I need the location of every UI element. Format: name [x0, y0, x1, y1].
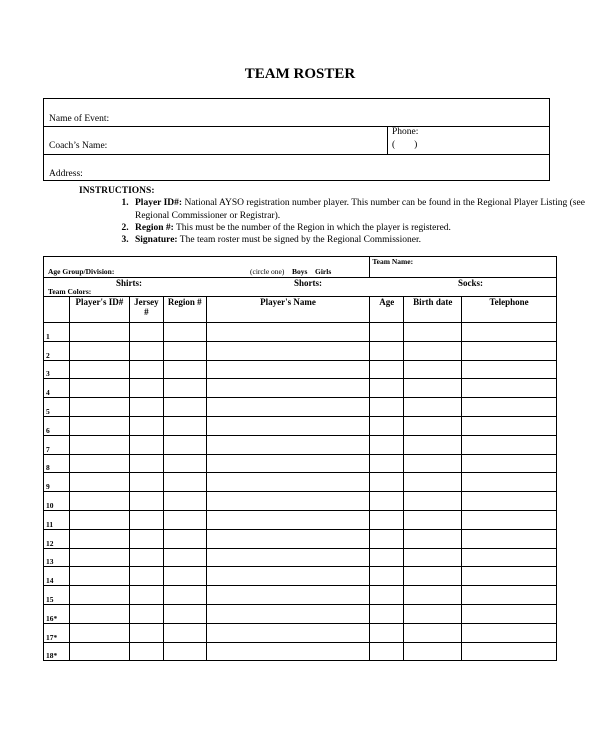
cell-jersey[interactable] [129, 529, 163, 548]
cell-telephone[interactable] [462, 567, 557, 586]
cell-birth-date[interactable] [404, 473, 462, 492]
cell-age[interactable] [370, 416, 404, 435]
table-row [44, 604, 557, 623]
cell-region[interactable] [163, 398, 206, 417]
col-birth-date: Birth date [404, 297, 462, 323]
cell-age[interactable] [370, 567, 404, 586]
event-info-box [43, 98, 550, 181]
cell-region[interactable] [163, 604, 206, 623]
cell-birth-date[interactable] [404, 604, 462, 623]
cell-age[interactable] [370, 454, 404, 473]
event-row [44, 99, 549, 127]
cell-player-id[interactable] [69, 510, 129, 529]
cell-player-name[interactable] [206, 586, 370, 605]
table-row [44, 435, 557, 454]
cell-region[interactable] [163, 360, 206, 379]
cell-player-id[interactable] [69, 416, 129, 435]
table-row [44, 473, 557, 492]
girls-option[interactable]: Girls [315, 267, 332, 276]
cell-player-name[interactable] [206, 529, 370, 548]
cell-region[interactable] [163, 586, 206, 605]
cell-telephone[interactable] [462, 341, 557, 360]
cell-telephone[interactable] [462, 379, 557, 398]
cell-jersey[interactable] [129, 604, 163, 623]
cell-player-name[interactable] [206, 510, 370, 529]
table-row [44, 548, 557, 567]
coach-row [44, 126, 549, 155]
cell-telephone[interactable] [462, 586, 557, 605]
cell-player-name[interactable] [206, 416, 370, 435]
cell-player-id[interactable] [69, 323, 129, 342]
cell-age[interactable] [370, 492, 404, 511]
table-row [44, 567, 557, 586]
row-number: 4 [44, 379, 70, 398]
cell-player-id[interactable] [69, 360, 129, 379]
cell-player-id[interactable] [69, 398, 129, 417]
cell-region[interactable] [163, 323, 206, 342]
table-row [44, 398, 557, 417]
cell-age[interactable] [370, 548, 404, 567]
cell-jersey[interactable] [129, 323, 163, 342]
cell-age[interactable] [370, 323, 404, 342]
cell-jersey[interactable] [129, 510, 163, 529]
cell-region[interactable] [163, 435, 206, 454]
roster-table [43, 256, 557, 661]
cell-player-name[interactable] [206, 435, 370, 454]
cell-telephone[interactable] [462, 323, 557, 342]
cell-player-name[interactable] [206, 623, 370, 642]
row-number: 5 [44, 398, 70, 417]
cell-birth-date[interactable] [404, 398, 462, 417]
cell-telephone[interactable] [462, 529, 557, 548]
cell-region[interactable] [163, 454, 206, 473]
cell-player-id[interactable] [69, 379, 129, 398]
cell-player-name[interactable] [206, 379, 370, 398]
table-row [44, 586, 557, 605]
cell-jersey[interactable] [129, 623, 163, 642]
cell-player-name[interactable] [206, 473, 370, 492]
table-row [44, 623, 557, 642]
table-row [44, 416, 557, 435]
cell-player-name[interactable] [206, 360, 370, 379]
row-number: 18* [44, 642, 70, 661]
cell-jersey[interactable] [129, 586, 163, 605]
col-telephone: Telephone [462, 297, 557, 323]
cell-jersey[interactable] [129, 492, 163, 511]
cell-age[interactable] [370, 379, 404, 398]
cell-region[interactable] [163, 510, 206, 529]
cell-birth-date[interactable] [404, 548, 462, 567]
table-row [44, 341, 557, 360]
cell-jersey[interactable] [129, 435, 163, 454]
cell-player-name[interactable] [206, 323, 370, 342]
coach-label: Coach’s Name: [49, 141, 108, 151]
cell-player-id[interactable] [69, 492, 129, 511]
cell-birth-date[interactable] [404, 323, 462, 342]
cell-age[interactable] [370, 642, 404, 661]
cell-region[interactable] [163, 567, 206, 586]
cell-jersey[interactable] [129, 341, 163, 360]
cell-region[interactable] [163, 379, 206, 398]
col-region: Region # [163, 297, 206, 323]
cell-player-id[interactable] [69, 454, 129, 473]
col-jersey: Jersey # [129, 297, 163, 323]
row-number: 11 [44, 510, 70, 529]
cell-player-id[interactable] [69, 529, 129, 548]
row-number: 6 [44, 416, 70, 435]
cell-birth-date[interactable] [404, 586, 462, 605]
cell-telephone[interactable] [462, 398, 557, 417]
cell-player-id[interactable] [69, 604, 129, 623]
cell-age[interactable] [370, 604, 404, 623]
cell-birth-date[interactable] [404, 623, 462, 642]
row-number: 9 [44, 473, 70, 492]
table-row [44, 360, 557, 379]
cell-telephone[interactable] [462, 623, 557, 642]
table-row [44, 642, 557, 661]
cell-player-name[interactable] [206, 548, 370, 567]
team-colors-cell: Shirts: Shorts: Socks: Team Colors: [44, 278, 557, 297]
cell-player-id[interactable] [69, 473, 129, 492]
row-number: 10 [44, 492, 70, 511]
cell-player-id[interactable] [69, 642, 129, 661]
table-row [44, 379, 557, 398]
cell-player-id[interactable] [69, 567, 129, 586]
cell-telephone[interactable] [462, 360, 557, 379]
row-number: 2 [44, 341, 70, 360]
cell-jersey[interactable] [129, 398, 163, 417]
table-row [44, 529, 557, 548]
age-group-cell: Age Group/Division: (circle one) Boys Girls [44, 257, 370, 278]
col-player-id: Player's ID# [69, 297, 129, 323]
cell-telephone[interactable] [462, 510, 557, 529]
phone-divider [387, 126, 388, 155]
cell-birth-date[interactable] [404, 341, 462, 360]
cell-age[interactable] [370, 360, 404, 379]
cell-birth-date[interactable] [404, 642, 462, 661]
cell-jersey[interactable] [129, 360, 163, 379]
instruction-item: 1. Player ID#: National AYSO registration number player. This number can be found in the Regional Player Listing (see Regional Commissioner or Registrar). [131, 197, 600, 222]
row-number: 16* [44, 604, 70, 623]
cell-age[interactable] [370, 435, 404, 454]
cell-telephone[interactable] [462, 454, 557, 473]
table-row [44, 510, 557, 529]
table-row [44, 323, 557, 342]
team-name-cell: Team Name: [370, 257, 557, 278]
cell-age[interactable] [370, 398, 404, 417]
cell-age[interactable] [370, 510, 404, 529]
cell-jersey[interactable] [129, 548, 163, 567]
cell-telephone[interactable] [462, 642, 557, 661]
instructions-heading: INSTRUCTIONS: [79, 186, 155, 196]
boys-option[interactable]: Boys [292, 267, 308, 276]
cell-region[interactable] [163, 473, 206, 492]
cell-region[interactable] [163, 642, 206, 661]
cell-telephone[interactable] [462, 548, 557, 567]
cell-jersey[interactable] [129, 379, 163, 398]
cell-player-name[interactable] [206, 642, 370, 661]
cell-telephone[interactable] [462, 473, 557, 492]
phone-area-code: ( ) [392, 140, 418, 150]
cell-birth-date[interactable] [404, 360, 462, 379]
row-number: 8 [44, 454, 70, 473]
cell-age[interactable] [370, 623, 404, 642]
table-row [44, 454, 557, 473]
row-number: 12 [44, 529, 70, 548]
cell-telephone[interactable] [462, 416, 557, 435]
cell-region[interactable] [163, 416, 206, 435]
cell-player-id[interactable] [69, 623, 129, 642]
event-label: Name of Event: [49, 114, 110, 124]
cell-player-name[interactable] [206, 454, 370, 473]
cell-age[interactable] [370, 586, 404, 605]
cell-region[interactable] [163, 341, 206, 360]
cell-birth-date[interactable] [404, 529, 462, 548]
row-number: 14 [44, 567, 70, 586]
cell-jersey[interactable] [129, 567, 163, 586]
cell-age[interactable] [370, 473, 404, 492]
row-number: 13 [44, 548, 70, 567]
row-number: 15 [44, 586, 70, 605]
row-number: 1 [44, 323, 70, 342]
cell-telephone[interactable] [462, 604, 557, 623]
column-headers [44, 297, 557, 323]
cell-region[interactable] [163, 492, 206, 511]
cell-player-name[interactable] [206, 567, 370, 586]
cell-player-name[interactable] [206, 341, 370, 360]
cell-birth-date[interactable] [404, 510, 462, 529]
cell-age[interactable] [370, 529, 404, 548]
table-row [44, 492, 557, 511]
cell-birth-date[interactable] [404, 567, 462, 586]
cell-birth-date[interactable] [404, 492, 462, 511]
address-label: Address: [49, 169, 83, 179]
row-number: 17* [44, 623, 70, 642]
row-number: 3 [44, 360, 70, 379]
phone-label: Phone: [392, 127, 419, 137]
cell-player-id[interactable] [69, 341, 129, 360]
cell-player-id[interactable] [69, 548, 129, 567]
col-age: Age [370, 297, 404, 323]
cell-birth-date[interactable] [404, 379, 462, 398]
cell-birth-date[interactable] [404, 416, 462, 435]
cell-player-name[interactable] [206, 604, 370, 623]
cell-jersey[interactable] [129, 416, 163, 435]
cell-region[interactable] [163, 529, 206, 548]
cell-jersey[interactable] [129, 473, 163, 492]
row-number: 7 [44, 435, 70, 454]
cell-region[interactable] [163, 548, 206, 567]
cell-birth-date[interactable] [404, 454, 462, 473]
instruction-item: 3. Signature: The team roster must be signed by the Regional Commissioner. [131, 234, 600, 246]
cell-jersey[interactable] [129, 454, 163, 473]
cell-player-name[interactable] [206, 398, 370, 417]
cell-region[interactable] [163, 623, 206, 642]
cell-age[interactable] [370, 341, 404, 360]
cell-jersey[interactable] [129, 642, 163, 661]
cell-telephone[interactable] [462, 435, 557, 454]
cell-player-name[interactable] [206, 492, 370, 511]
page-title: TEAM ROSTER [244, 66, 356, 82]
cell-player-id[interactable] [69, 435, 129, 454]
col-player-name: Player's Name [206, 297, 370, 323]
cell-birth-date[interactable] [404, 435, 462, 454]
cell-player-id[interactable] [69, 586, 129, 605]
instructions [79, 185, 600, 246]
instruction-item: 2. Region #: This must be the number of the Region in which the player is registered. [131, 222, 600, 234]
cell-telephone[interactable] [462, 492, 557, 511]
